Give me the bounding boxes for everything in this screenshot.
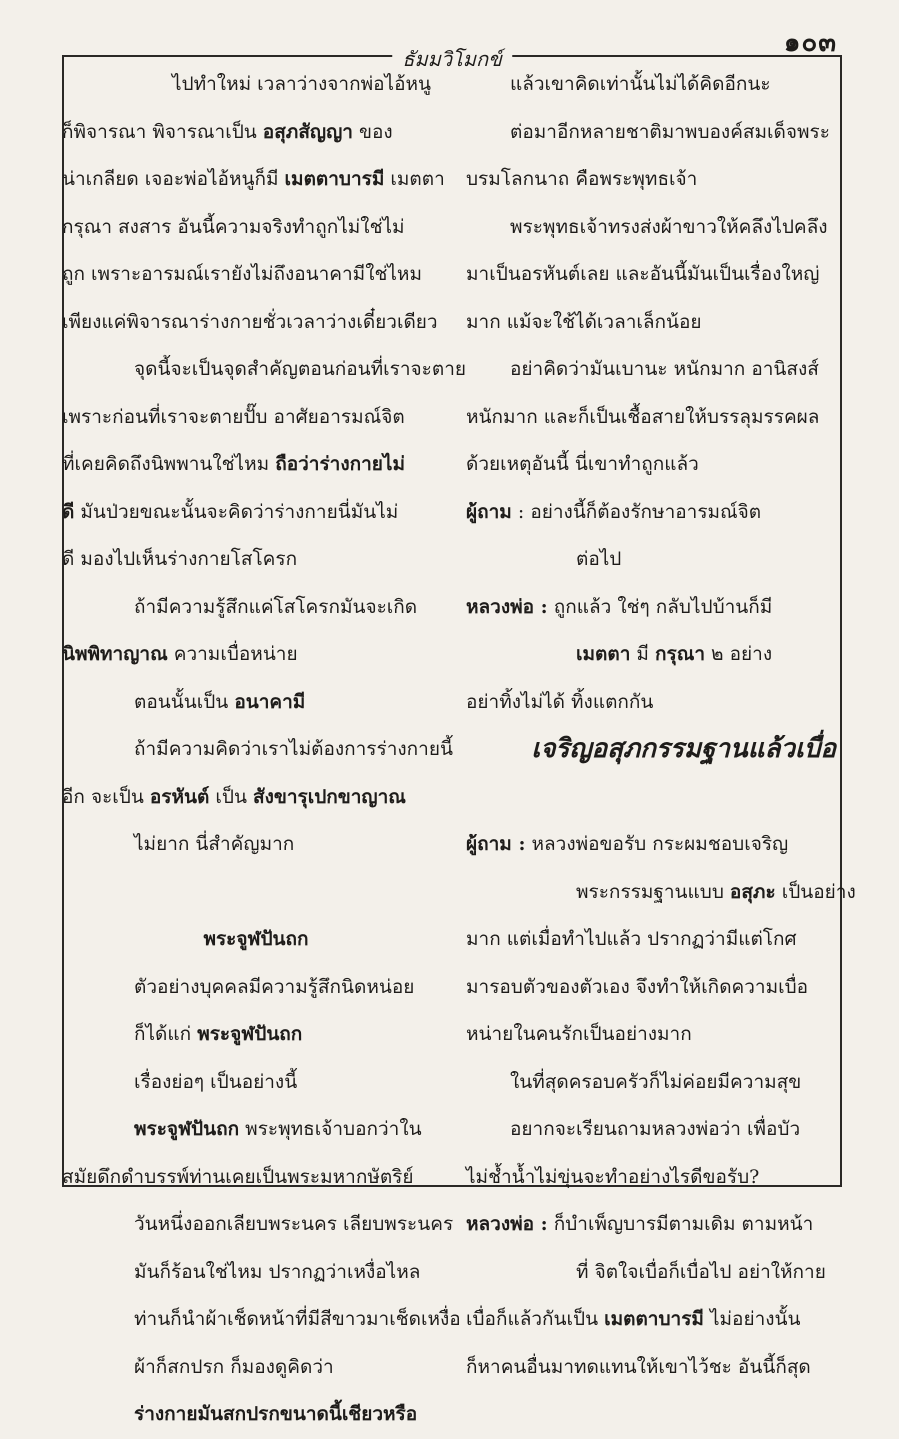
paragraph-line [62,109,450,157]
bold-term: ถือว่าร่างกายไม่ [275,453,405,475]
subheading: พระจูฬปันถก [203,928,309,950]
paragraph-line: ไม่ยาก นี่สำคัญมาก [134,833,295,855]
text: ของ [352,120,393,143]
paragraph-line: ที่ จิตใจเบื่อก็เบื่อไป อย่าให้กาย [576,1260,826,1283]
paragraph-line: แล้วเขาคิดเท่านั้นไม่ได้คิดอีกนะ [510,73,771,95]
bold-term: อสุภะ [729,880,776,903]
paragraph-line [62,1011,450,1059]
text: ตอนนั้นเป็น [134,690,235,713]
speaker-label: หลวงพ่อ : [466,595,548,618]
bold-term: พระจูฬปันถก [134,1118,240,1140]
paragraph-line: มาก แต่เมื่อทำไปแล้ว ปรากฏว่ามีแต่โกศ [466,928,797,950]
text: อีก จะเป็น [62,785,150,808]
paragraph-line [62,441,450,489]
bold-term: เมตตา [576,643,631,665]
paragraph-line: มาเป็นอรหันต์เลย และอันนี้มันเป็นเรื่องใหญ่ [466,263,820,285]
dialogue-line [466,821,840,869]
paragraph-line: อย่าทิ้งไม่ได้ ทิ้งแตกกัน [466,690,654,713]
paragraph-line: ท่านก็นำผ้าเช็ดหน้าที่มีสีขาวมาเช็ดเหงื่อ [134,1308,461,1330]
paragraph-line: ด้วยเหตุอันนี้ นี่เขาทำถูกแล้ว [466,453,699,475]
section-title: เจริญอสุภกรรมฐานแล้วเบื่อ [531,734,836,764]
text: : อย่างนี้ก็ต้องรักษาอารมณ์จิต [511,500,762,523]
text: ความเบื่อหน่าย [167,643,298,665]
text: ไปทำใหม่ เวลาว่างจากพ่อไอ้หนู [172,73,431,95]
paragraph-line: วันหนึ่งออกเลียบพระนคร เลียบพระนคร [134,1213,454,1235]
paragraph-line [62,61,450,109]
text: ที่เคยคิดถึงนิพพานใช่ไหม [62,453,276,475]
paragraph-line: พระพุทธเจ้าทรงส่งผ้าขาวให้คลึงไปคลึง [510,215,828,238]
paragraph-line: มารอบตัวของตัวเอง จึงทำให้เกิดความเบื่อ [466,975,809,998]
paragraph-line [62,489,450,537]
bold-term: ดี [62,500,75,523]
paragraph-line: ก็หาคนอื่นมาทดแทนให้เขาไว้ชะ อันนี้ก็สุด [466,1355,811,1378]
bold-term: เมตตาบารมี [604,1308,704,1330]
paragraph-line [466,631,840,679]
paragraph-line: มันก็ร้อนใช่ไหม ปรากฏว่าเหงื่อไหล [134,1260,421,1283]
paragraph-line: ไม่ช้ำน้ำไม่ขุ่นจะทำอย่างไรดีขอรับ? [466,1165,760,1188]
text: เมตตา [384,168,445,190]
paragraph-line: อย่าคิดว่ามันเบานะ หนักมาก อานิสงส์ [510,358,819,380]
paragraph-line [466,1296,840,1344]
speaker-label: ผู้ถาม [466,500,512,523]
paragraph-line: ถ้ามีความคิดว่าเราไม่ต้องการร่างกายนี้ [134,738,453,760]
bold-term: อสุภสัญญา [262,120,353,143]
paragraph-line: ผ้าก็สกปรก ก็มองดูคิดว่า [134,1355,334,1378]
text: ก็ได้แก่ [134,1023,198,1045]
text: เป็น [209,785,253,808]
paragraph-line [62,679,450,727]
text: มันป่วยขณะนั้นจะคิดว่าร่างกายนี่มันไม่ [74,500,399,523]
page-frame [62,47,856,1425]
left-column [62,61,466,1439]
spacer [466,774,840,822]
bold-term: สังขารุเปกขาญาณ [252,785,406,808]
paragraph-line: บรมโลกนาถ คือพระพุทธเจ้า [466,168,698,190]
page-number: ๑๐๓ [783,28,837,58]
paragraph-line: ต่อมาอีกหลายชาติมาพบองค์สมเด็จพระ [510,120,830,143]
paragraph-line: เพราะก่อนที่เราจะตายปั๊บ อาศัยอารมณ์จิต [62,405,405,428]
paragraph-line: เพียงแค่พิจารณาร่างกายชั่วเวลาว่างเดี๋ยวเดียว [62,310,438,333]
running-head: ธัมมวิโมกข์ [392,43,512,75]
paragraph-line: จุดนี้จะเป็นจุดสำคัญตอนก่อนที่เราจะตาย [134,358,466,380]
paragraph-line: ถูก เพราะอารมณ์เรายังไม่ถึงอนาคามีใช่ไหม [62,263,422,285]
text: ก็พิจารณา พิจารณาเป็น [62,120,263,143]
paragraph-line [62,631,450,679]
text: หลวงพ่อขอรับ กระผมชอบเจริญ [525,833,789,855]
paragraph-line [62,774,450,822]
text: เป็นอย่าง [775,880,856,903]
bold-term: นิพพิทาญาณ [62,643,168,665]
paragraph-line: หน่ายในคนรักเป็นอย่างมาก [466,1023,692,1045]
paragraph-line [62,1106,450,1154]
text: เบื่อก็แล้วกันเป็น [466,1308,605,1330]
paragraph-line: ถ้ามีความรู้สึกแค่โสโครกมันจะเกิด [134,595,418,618]
text: พระพุทธเจ้าบอกว่าใน [239,1118,422,1140]
paragraph-line: หนักมาก และก็เป็นเชื้อสายให้บรรลุมรรคผล [466,405,820,428]
bold-term: อรหันต์ [149,785,210,808]
paragraph-line: เรื่องย่อๆ เป็นอย่างนี้ [134,1070,298,1093]
dialogue-line [466,1201,840,1249]
text: มี [630,643,655,665]
paragraph-line: มาก แม้จะใช้ได้เวลาเล็กน้อย [466,310,702,333]
text: พระกรรมฐานแบบ [576,880,730,903]
bold-term: กรุณา [654,643,705,665]
text: ไม่อย่างนั้น [703,1308,801,1330]
paragraph-line [62,156,450,204]
speaker-label: หลวงพ่อ : [466,1213,548,1235]
dialogue-line [466,584,840,632]
paragraph-line: สมัยดึกดำบรรพ์ท่านเคยเป็นพระมหากษัตริย์ [62,1165,414,1188]
right-column [466,61,856,1391]
dialogue-line [466,489,840,537]
text: ถูกแล้ว ใช่ๆ กลับไปบ้านก็มี [547,595,773,618]
text: ก็บำเพ็ญบารมีตามเดิม ตามหน้า [547,1213,814,1235]
text: น่าเกลียด เจอะพ่อไอ้หนูก็มี [62,168,285,190]
paragraph-line: กรุณา สงสาร อันนี้ความจริงทำถูกไม่ใช่ไม่ [62,215,405,238]
paragraph-line: ตัวอย่างบุคคลมีความรู้สึกนิดหน่อย [134,975,415,998]
paragraph-line: ต่อไป [576,548,622,570]
bold-term: พระจูฬปันถก [197,1023,303,1045]
paragraph-line: อยากจะเรียนถามหลวงพ่อว่า เพื่อบัว [510,1118,801,1140]
paragraph-line: ในที่สุดครอบครัวก็ไม่ค่อยมีความสุข [510,1070,802,1093]
paragraph-line: ดี มองไปเห็นร่างกายโสโครก [62,548,298,570]
paragraph-line [466,869,856,917]
spacer [62,869,450,917]
bold-term: เมตตาบารมี [284,168,385,190]
text: ๒ อย่าง [705,643,773,665]
speaker-label: ผู้ถาม : [466,833,526,855]
paragraph-line: ร่างกายมันสกปรกขนาดนี้เชียวหรือ [134,1403,418,1425]
bold-term: อนาคามี [234,690,306,713]
